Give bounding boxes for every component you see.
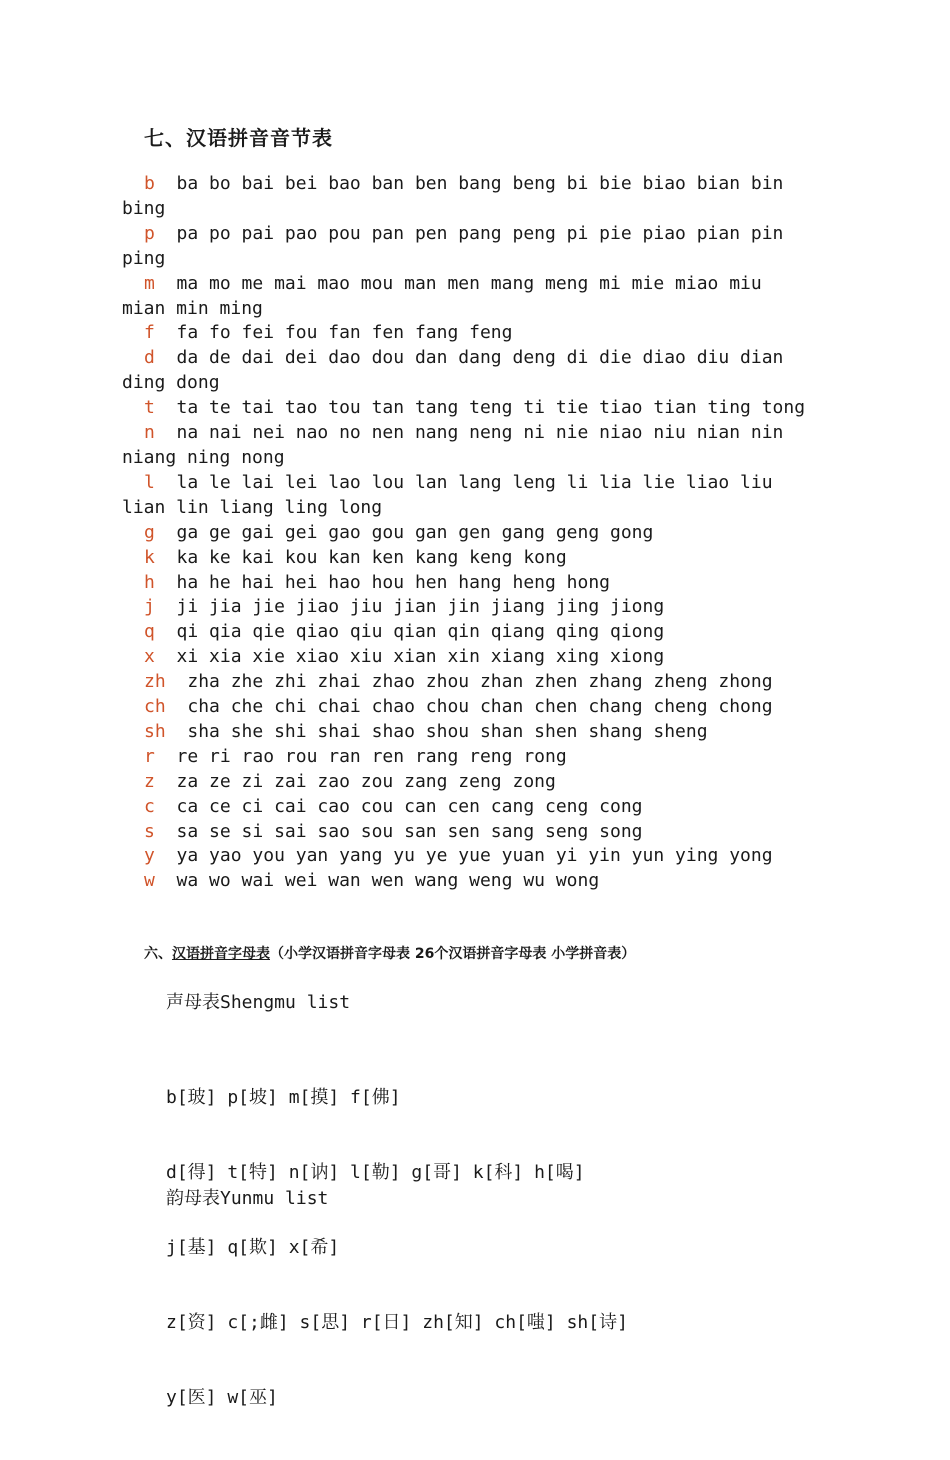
yunmu-list-title: 韵母表Yunmu list: [166, 1188, 329, 1209]
shengmu-list: [166, 1035, 628, 1460]
initial-letter: f: [144, 322, 155, 344]
syllable-list-text: wa wo wai wei wan wen wang weng wu wong: [176, 870, 600, 892]
syllable-list-text: sa se si sai sao sou san sen sang seng song: [176, 820, 643, 842]
shengmu-list-title: 声母表Shengmu list: [166, 992, 351, 1013]
syllable-list-text: pa po pai pao pou pan pen pang peng pi pie piao pian pin ping: [122, 222, 795, 269]
syllable-row-sh: [122, 720, 814, 745]
syllable-list-text: ma mo me mai mao mou man men mang meng mi mie miao miu mian min ming: [122, 272, 773, 319]
syllable-list-text: qi qia qie qiao qiu qian qin qiang qing qiong: [176, 621, 665, 643]
shengmu-row: z[资] c[;雌] s[思] r[日] zh[知] ch[嗤] sh[诗]: [166, 1312, 628, 1333]
syllable-row-d: [122, 346, 814, 396]
initial-letter: y: [144, 845, 155, 867]
syllable-list-text: ga ge gai gei gao gou gan gen gang geng gong: [176, 521, 654, 543]
syllable-row-ch: [122, 695, 814, 720]
syllable-row-p: [122, 222, 814, 272]
initial-letter: sh: [144, 720, 166, 742]
initial-letter: l: [144, 471, 155, 493]
initial-letter: p: [144, 222, 155, 244]
syllable-row-c: [122, 795, 814, 820]
syllable-row-m: [122, 272, 814, 322]
syllable-list-text: cha che chi chai chao chou chan chen chang cheng chong: [187, 696, 773, 718]
section-title-syllable-table: 七、汉语拼音音节表: [144, 126, 333, 150]
syllable-row-k: [122, 546, 814, 571]
section-heading-alphabet: [144, 943, 635, 963]
syllable-row-n: [122, 421, 814, 471]
syllable-list-text: ba bo bai bei bao ban ben bang beng bi bie biao bian bin bing: [122, 173, 795, 219]
initial-letter: m: [144, 272, 155, 294]
initial-letter: q: [144, 621, 155, 643]
syllable-row-l: [122, 471, 814, 521]
initial-letter: ch: [144, 696, 166, 718]
initial-letter: b: [144, 173, 155, 194]
syllable-list-text: fa fo fei fou fan fen fang feng: [176, 322, 513, 344]
syllable-row-f: [122, 321, 814, 346]
initial-letter: zh: [144, 671, 166, 693]
syllable-table: [122, 172, 814, 894]
initial-letter: g: [144, 521, 155, 543]
initial-letter: t: [144, 397, 155, 419]
syllable-row-zh: [122, 670, 814, 695]
syllable-row-y: [122, 844, 814, 869]
syllable-list-text: la le lai lei lao lou lan lang leng li lia lie liao liu lian lin liang ling long: [122, 471, 784, 518]
initial-letter: j: [144, 596, 155, 618]
initial-letter: d: [144, 347, 155, 369]
syllable-list-text: zha zhe zhi zhai zhao zhou zhan zhen zhang zheng zhong: [187, 671, 773, 693]
initial-letter: n: [144, 422, 155, 444]
shengmu-row: d[得] t[特] n[讷] l[勒] g[哥] k[科] h[喝]: [166, 1162, 585, 1183]
initial-letter: s: [144, 820, 155, 842]
shengmu-row: b[玻] p[坡] m[摸] f[佛]: [166, 1087, 401, 1108]
heading-prefix: 六、: [144, 946, 172, 962]
syllable-row-b: [122, 172, 814, 222]
initial-letter: z: [144, 770, 155, 792]
heading-suffix: （小学汉语拼音字母表 26个汉语拼音字母表 小学拼音表）: [270, 946, 636, 962]
syllable-list-text: xi xia xie xiao xiu xian xin xiang xing xiong: [176, 646, 665, 668]
syllable-list-text: na nai nei nao no nen nang neng ni nie niao niu nian nin niang ning nong: [122, 422, 795, 468]
syllable-row-g: [122, 521, 814, 546]
syllable-row-t: [122, 396, 814, 421]
syllable-row-j: [122, 595, 814, 620]
initial-letter: c: [144, 795, 155, 817]
syllable-list-text: sha she shi shai shao shou shan shen shang sheng: [187, 720, 708, 742]
syllable-row-h: [122, 571, 814, 596]
initial-letter: r: [144, 745, 155, 767]
syllable-list-text: ka ke kai kou kan ken kang keng kong: [176, 546, 567, 568]
shengmu-row: y[医] w[巫]: [166, 1387, 278, 1408]
syllable-list-text: ji jia jie jiao jiu jian jin jiang jing jiong: [176, 596, 665, 618]
syllable-row-x: [122, 645, 814, 670]
initial-letter: w: [144, 870, 155, 892]
syllable-list-text: za ze zi zai zao zou zang zeng zong: [176, 770, 556, 792]
initial-letter: x: [144, 646, 155, 668]
syllable-list-text: re ri rao rou ran ren rang reng rong: [176, 745, 567, 767]
syllable-row-s: [122, 820, 814, 845]
syllable-list-text: ha he hai hei hao hou hen hang heng hong: [176, 571, 611, 593]
syllable-list-text: da de dai dei dao dou dan dang deng di die diao diu dian ding dong: [122, 347, 795, 394]
syllable-row-z: [122, 770, 814, 795]
syllable-row-r: [122, 745, 814, 770]
initial-letter: k: [144, 546, 155, 568]
syllable-row-q: [122, 620, 814, 645]
initial-letter: h: [144, 571, 155, 593]
syllable-row-w: [122, 869, 814, 894]
syllable-list-text: ya yao you yan yang yu ye yue yuan yi yin yun ying yong: [176, 845, 773, 867]
syllable-list-text: ta te tai tao tou tan tang teng ti tie tiao tian ting tong: [176, 397, 806, 419]
shengmu-row: j[基] q[欺] x[希]: [166, 1237, 340, 1258]
syllable-list-text: ca ce ci cai cao cou can cen cang ceng cong: [176, 795, 643, 817]
alphabet-link[interactable]: 汉语拼音字母表: [172, 946, 270, 962]
